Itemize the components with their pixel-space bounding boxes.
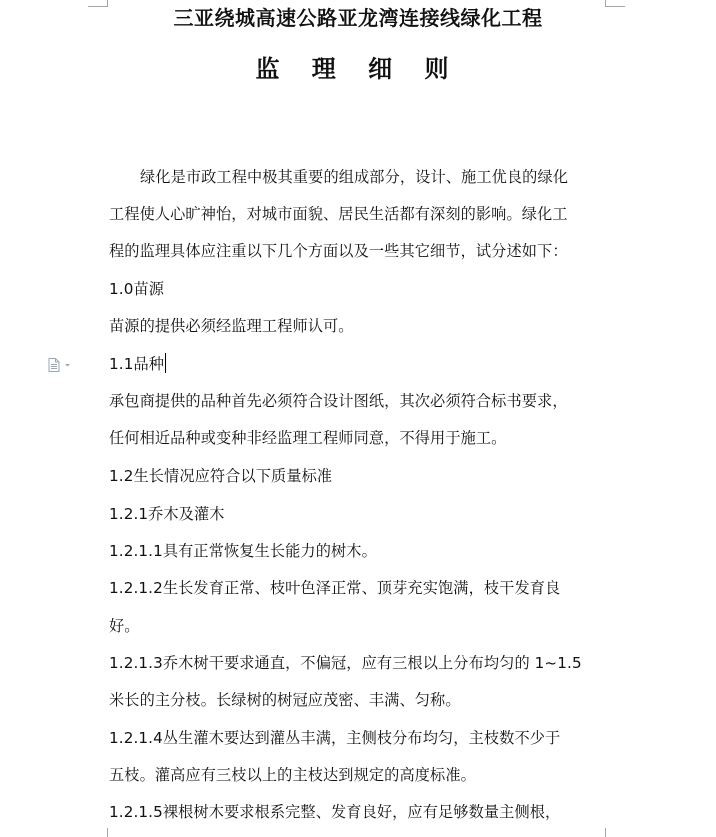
paragraph-line: 任何相近品种或变种非经监理工程师同意，不得用于施工。 — [109, 429, 507, 447]
paragraph-line: 1.2.1.2生长发育正常、枝叶色泽正常、顶芽充实饱满，枝干发育良 — [109, 579, 561, 597]
paragraph-line: 承包商提供的品种首先必须符合设计图纸，其次必须符合标书要求， — [109, 392, 568, 410]
paragraph-line: 苗源的提供必须经监理工程师认可。 — [109, 317, 354, 335]
paragraph-line: 1.2.1.3乔木树干要求通直，不偏冠，应有三根以上分布均匀的 1~1.5 — [109, 654, 582, 672]
paragraph-line: 程的监理具体应注重以下几个方面以及一些其它细节，试分述如下： — [109, 242, 568, 260]
paragraph-line: 1.2.1.4丛生灌木要达到灌丛丰满，主侧枝分布均匀，主枝数不少于 — [109, 729, 561, 747]
paragraph-line: 工程使人心旷神怡，对城市面貌、居民生活都有深刻的影响。绿化工 — [109, 205, 568, 223]
paragraph-line: 米长的主分枝。长绿树的树冠应茂密、丰满、匀称。 — [109, 691, 461, 709]
document-icon — [47, 358, 73, 372]
section-heading: 1.0苗源 — [109, 280, 165, 298]
paragraph-line: 1.2.1.1具有正常恢复生长能力的树木。 — [109, 542, 377, 560]
section-heading[interactable] — [109, 353, 166, 375]
paragraph-line: 1.2.1.5裸根树木要求根系完整、发育良好，应有足够数量主侧根， — [109, 803, 561, 821]
paragraph-line: 五枝。灌高应有三枝以上的主枝达到规定的高度标准。 — [109, 766, 476, 784]
heading-text: 1.1品种 — [109, 355, 165, 373]
paragraph-options-button[interactable] — [47, 357, 73, 371]
chevron-down-icon — [65, 364, 70, 367]
crop-mark — [605, 828, 606, 837]
text-cursor — [165, 353, 166, 373]
paragraph-line: 绿化是市政工程中极其重要的组成部分，设计、施工优良的绿化 — [140, 168, 569, 186]
paragraph-line: 好。 — [109, 617, 140, 635]
document-title: 三亚绕城高速公路亚龙湾连接线绿化工程 — [173, 6, 543, 30]
crop-mark — [107, 828, 108, 837]
section-heading: 1.2生长情况应符合以下质量标准 — [109, 467, 333, 485]
section-heading: 1.2.1乔木及灌木 — [109, 505, 225, 523]
document-subtitle: 监 理 细 则 — [255, 54, 461, 83]
